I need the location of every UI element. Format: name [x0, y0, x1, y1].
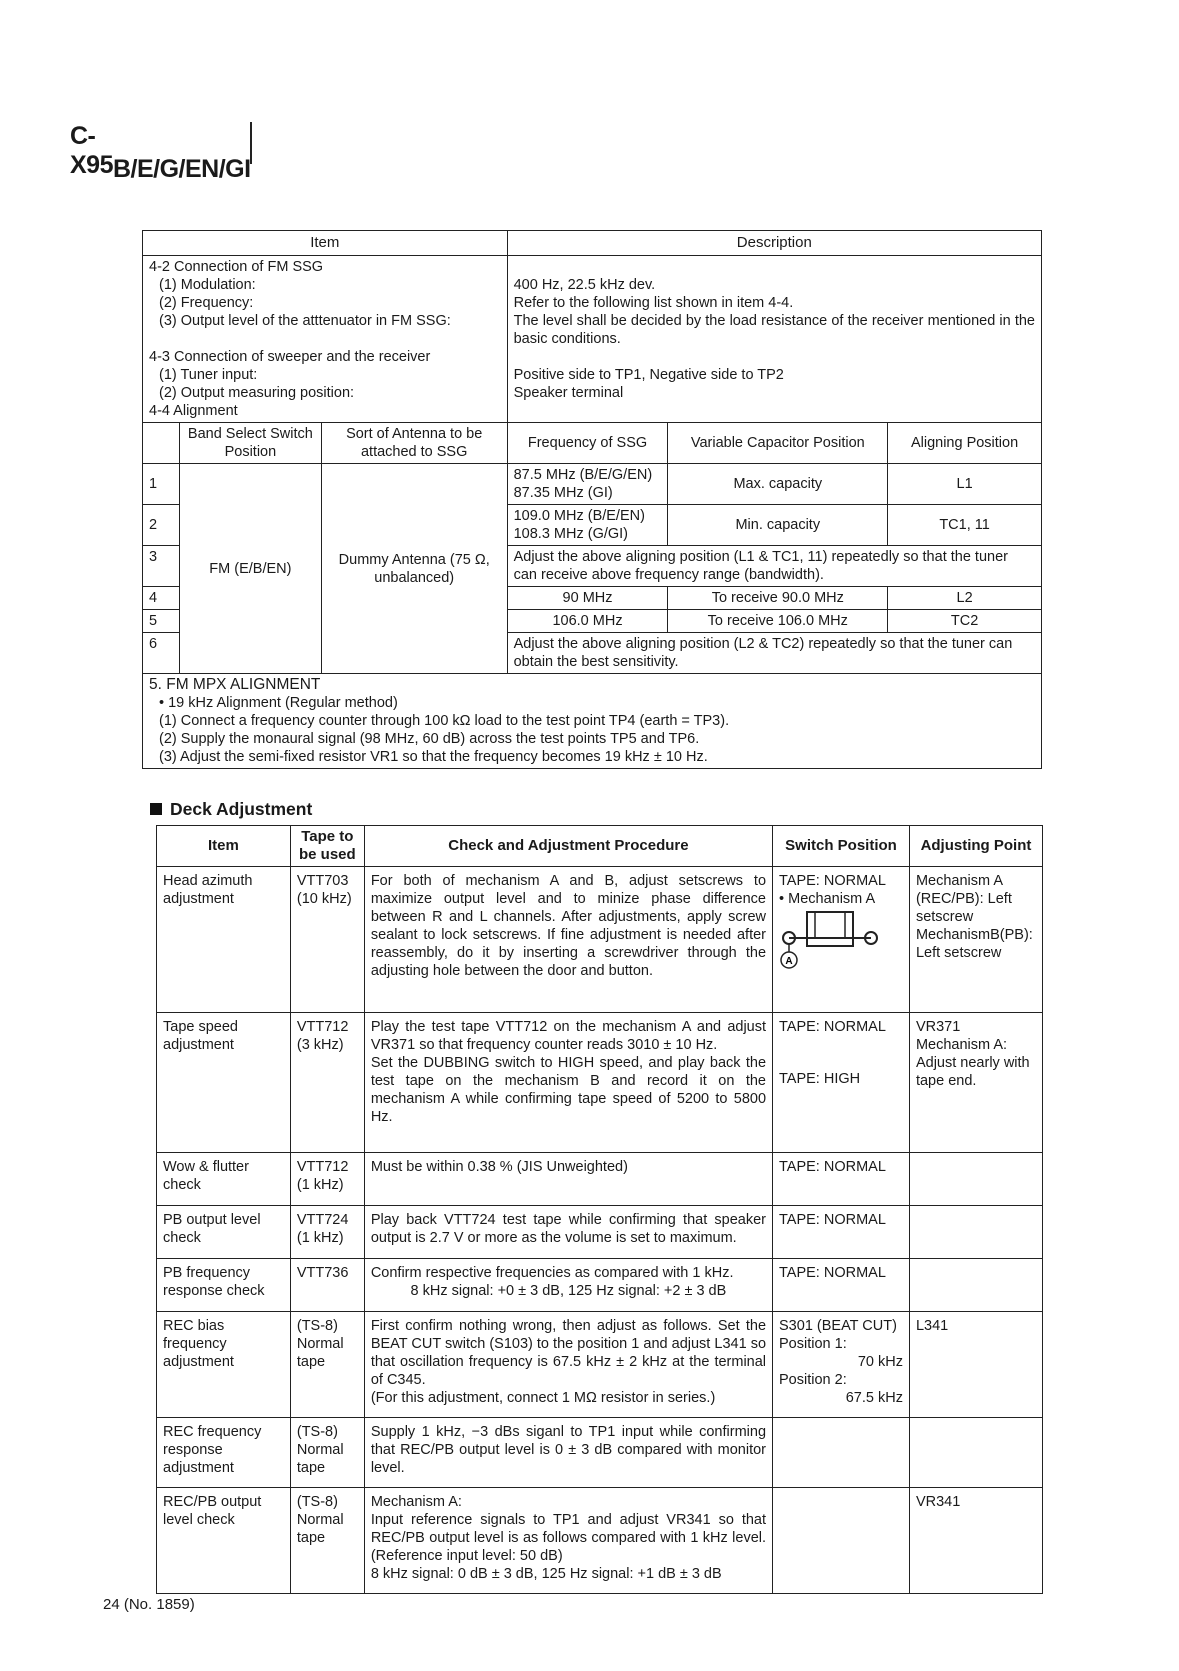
- deck-switch: [773, 867, 910, 1013]
- row-number: 2: [143, 505, 180, 546]
- deck-item: PB frequency response check: [157, 1259, 291, 1312]
- row-number-header: [143, 423, 180, 464]
- hdr-varcap: Variable Capacitor Position: [668, 423, 888, 464]
- deck-switch: S301 (BEAT CUT) Position 1: 70 kHz Position 2: 67.5 kHz: [773, 1312, 910, 1418]
- sec-4-2-title: 4-2 Connection of FM SSG: [149, 259, 324, 275]
- hdr-aligning: Aligning Position: [888, 423, 1042, 464]
- deck-item: REC bias frequency adjustment: [157, 1312, 291, 1418]
- deck-procedure: First confirm nothing wrong, then adjust as follows. Set the BEAT CUT switch (S103) to the position 1 and adjust L341 so that oscillation frequency is 67.5 kHz ± 2 kHz at the terminal of C345. (For this adjustment, connect 1 MΩ resistor in series.): [364, 1312, 772, 1418]
- row-number: 1: [143, 464, 180, 505]
- antenna-value: Dummy Antenna (75 Ω, unbalanced): [321, 464, 507, 674]
- deck-point: L341: [909, 1312, 1042, 1418]
- deck-tape: VTT712 (3 kHz): [290, 1013, 364, 1153]
- mpx-step: (2) Supply the monaural signal (98 MHz, 60 dB) across the test points TP5 and TP6.: [159, 731, 700, 747]
- model-variants: B/E/G/EN/GI: [112, 155, 251, 184]
- deck-item: Wow & flutter check: [157, 1153, 291, 1206]
- pos-value: TC1, 11: [888, 505, 1042, 546]
- row-number: 4: [143, 587, 180, 610]
- model-name: C-X95: [70, 122, 113, 179]
- hdr-antenna: Sort of Antenna to be attached to SSG: [321, 423, 507, 464]
- desc-tuner-input: Positive side to TP1, Negative side to TP2: [513, 367, 784, 383]
- deck-point: VR371 Mechanism A: Adjust nearly with tape end.: [909, 1013, 1042, 1153]
- hdr-procedure: Check and Adjustment Procedure: [364, 826, 772, 867]
- deck-procedure: Supply 1 kHz, −3 dBs siganl to TP1 input while confirming that REC/PB output level is 0 ± 3 dB compared with monitor level.: [364, 1418, 772, 1488]
- deck-switch: TAPE: NORMAL: [773, 1153, 910, 1206]
- freq-value: 90 MHz: [507, 587, 668, 610]
- mpx-step: (1) Connect a frequency counter through 100 kΩ load to the test point TP4 (earth = TP3).: [159, 713, 730, 729]
- desc-output-level: The level shall be decided by the load resistance of the receiver mentioned in the basic conditions.: [513, 313, 1035, 347]
- deck-tape: VTT736: [290, 1259, 364, 1312]
- varcap-value: Max. capacity: [668, 464, 888, 505]
- fm-alignment-table: [142, 230, 1042, 769]
- mpx-subtitle: • 19 kHz Alignment (Regular method): [159, 695, 398, 711]
- pos-value: L1: [888, 464, 1042, 505]
- deck-tape: VTT703 (10 kHz): [290, 867, 364, 1013]
- band-value: FM (E/B/EN): [179, 464, 321, 674]
- deck-point: [909, 1206, 1042, 1259]
- pos-value: L2: [888, 587, 1042, 610]
- deck-item: PB output level check: [157, 1206, 291, 1259]
- deck-item: REC frequency response adjustment: [157, 1418, 291, 1488]
- row-number: 6: [143, 633, 180, 674]
- deck-point: Mechanism A (REC/PB): Left setscrew MechanismB(PB): Left setscrew: [909, 867, 1042, 1013]
- deck-tape: VTT724 (1 kHz): [290, 1206, 364, 1259]
- deck-procedure: Play the test tape VTT712 on the mechanism A and adjust VR371 so that frequency counter reads 3010 ± 10 Hz. Set the DUBBING switch to HIGH speed, and play back the test tape on the mechanism B and record it on the mechanism A while confirming tape speed of 5200 to 5800 Hz.: [364, 1013, 772, 1153]
- square-bullet-icon: [150, 803, 162, 815]
- deck-point: [909, 1259, 1042, 1312]
- freq-value: 109.0 MHz (B/E/EN) 108.3 MHz (G/GI): [507, 505, 668, 546]
- desc-modulation: 400 Hz, 22.5 kHz dev.: [513, 277, 656, 293]
- hdr-switch: Switch Position: [773, 826, 910, 867]
- item-output-level: (3) Output level of the atttenuator in FM SSG:: [159, 313, 451, 329]
- deck-switch: TAPE: NORMAL: [773, 1206, 910, 1259]
- mechanism-diagram-icon: [779, 908, 889, 970]
- hdr-freq-ssg: Frequency of SSG: [507, 423, 668, 464]
- item-output-measuring: (2) Output measuring position:: [159, 385, 355, 401]
- switch-text: TAPE: NORMAL: [779, 873, 886, 889]
- mpx-section: [143, 674, 1042, 769]
- document-header: [70, 122, 252, 184]
- row-number: 3: [143, 546, 180, 587]
- sec-descriptions: [507, 256, 1041, 423]
- hdr-item: Item: [157, 826, 291, 867]
- deck-switch: TAPE: NORMAL TAPE: HIGH: [773, 1013, 910, 1153]
- deck-tape: VTT712 (1 kHz): [290, 1153, 364, 1206]
- deck-point: [909, 1418, 1042, 1488]
- deck-procedure: Must be within 0.38 % (JIS Unweighted): [364, 1153, 772, 1206]
- row-note: Adjust the above aligning position (L2 & TC2) repeatedly so that the tuner can obtain the best sensitivity.: [507, 633, 1041, 674]
- hdr-tape: Tape to be used: [290, 826, 364, 867]
- desc-output-measuring: Speaker terminal: [513, 385, 624, 401]
- row-note: Adjust the above aligning position (L1 & TC1, 11) repeatedly so that the tuner can receive above frequency range (bandwidth).: [507, 546, 1041, 587]
- deck-procedure: Mechanism A: Input reference signals to TP1 and adjust VR341 so that REC/PB output level is as follows compared with 1 kHz level. (Reference input level: 50 dB) 8 kHz signal: 0 dB ± 3 dB, 125 Hz signal: +1 dB ± 3 dB: [364, 1488, 772, 1594]
- deck-procedure: Play back VTT724 test tape while confirming that speaker output is 2.7 V or more as the volume is set to maximum.: [364, 1206, 772, 1259]
- switch-text-2: • Mechanism A: [779, 891, 876, 907]
- row-number: 5: [143, 610, 180, 633]
- item-modulation: (1) Modulation:: [159, 277, 256, 293]
- sec-4-3-title: 4-3 Connection of sweeper and the receiver: [149, 349, 431, 365]
- diagram-label: A: [785, 956, 793, 967]
- mpx-step: (3) Adjust the semi-fixed resistor VR1 so that the frequency becomes 19 kHz ± 10 Hz.: [159, 749, 708, 765]
- deck-procedure: Confirm respective frequencies as compared with 1 kHz. 8 kHz signal: +0 ± 3 dB, 125 Hz signal: +2 ± 3 dB: [364, 1259, 772, 1312]
- deck-tape: (TS-8) Normal tape: [290, 1312, 364, 1418]
- deck-point: [909, 1153, 1042, 1206]
- page-number: 24 (No. 1859): [103, 1596, 195, 1613]
- deck-item: Head azimuth adjustment: [157, 867, 291, 1013]
- desc-frequency: Refer to the following list shown in item 4-4.: [513, 295, 794, 311]
- pos-value: TC2: [888, 610, 1042, 633]
- deck-procedure: For both of mechanism A and B, adjust setscrews to maximize output level and to minize phase difference between R and L channels. After adjustments, apply screw sealant to lock setscrews. If fine adjustment is needed after reassembly, do it by inserting a screwdriver through the adjusting hole between the door and button.: [364, 867, 772, 1013]
- mpx-title: 5. FM MPX ALIGNMENT: [149, 676, 321, 693]
- sec-items: [143, 256, 508, 423]
- varcap-value: Min. capacity: [668, 505, 888, 546]
- deck-switch: TAPE: NORMAL: [773, 1259, 910, 1312]
- deck-section-title: Deck Adjustment: [150, 799, 312, 820]
- hdr-point: Adjusting Point: [909, 826, 1042, 867]
- deck-adjustment-table: [156, 825, 1043, 1594]
- deck-point: VR341: [909, 1488, 1042, 1594]
- item-tuner-input: (1) Tuner input:: [159, 367, 258, 383]
- col-item: Item: [143, 231, 508, 256]
- item-frequency: (2) Frequency:: [159, 295, 254, 311]
- freq-value: 87.5 MHz (B/E/G/EN) 87.35 MHz (GI): [507, 464, 668, 505]
- deck-switch: [773, 1418, 910, 1488]
- col-description: Description: [507, 231, 1041, 256]
- sec-4-4-title: 4-4 Alignment: [149, 403, 238, 419]
- deck-tape: (TS-8) Normal tape: [290, 1418, 364, 1488]
- deck-item: REC/PB output level check: [157, 1488, 291, 1594]
- deck-switch: [773, 1488, 910, 1594]
- varcap-value: To receive 90.0 MHz: [668, 587, 888, 610]
- hdr-band-select: Band Select Switch Position: [179, 423, 321, 464]
- deck-tape: (TS-8) Normal tape: [290, 1488, 364, 1594]
- freq-value: 106.0 MHz: [507, 610, 668, 633]
- deck-item: Tape speed adjustment: [157, 1013, 291, 1153]
- varcap-value: To receive 106.0 MHz: [668, 610, 888, 633]
